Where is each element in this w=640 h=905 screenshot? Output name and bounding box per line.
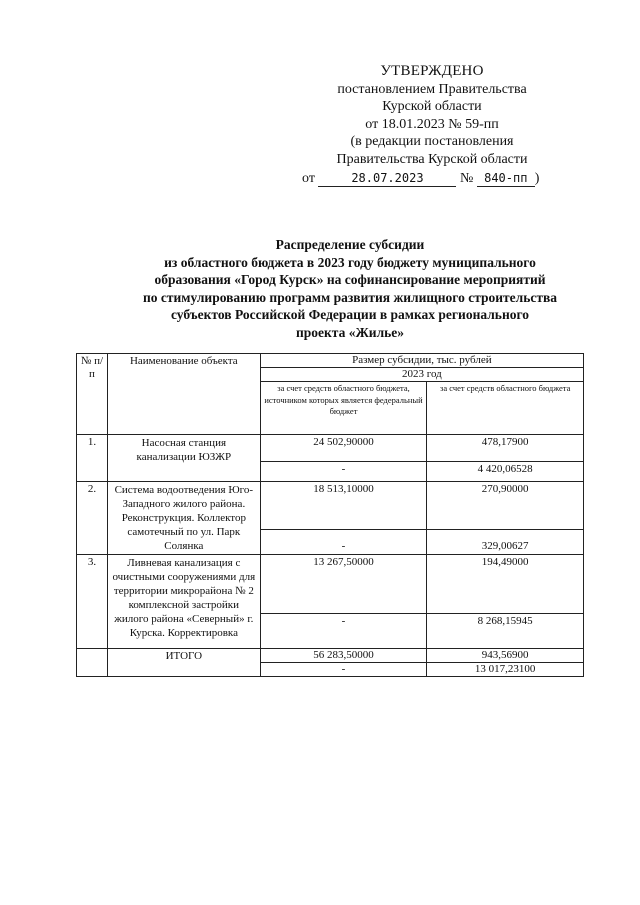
total-regional-amount: 943,56900 bbox=[427, 649, 584, 663]
header-amount: Размер субсидии, тыс. рублей bbox=[260, 354, 583, 368]
header-year: 2023 год bbox=[260, 368, 583, 382]
amendment-number: 840-пп bbox=[477, 171, 535, 187]
document-heading bbox=[80, 236, 620, 341]
row-federal-amount: 13 267,50000 bbox=[260, 555, 427, 614]
heading-line: из областного бюджета в 2023 году бюджету муниципального bbox=[164, 254, 536, 270]
close-paren: ) bbox=[534, 171, 540, 186]
row-federal-amount: 18 513,10000 bbox=[260, 482, 427, 530]
heading-line: Распределение субсидии bbox=[275, 237, 425, 252]
heading-line: субъектов Российской Федерации в рамках регионального bbox=[170, 307, 530, 322]
number-prefix: № bbox=[459, 171, 474, 186]
approval-title: УТВЕРЖДЕНО bbox=[380, 63, 484, 79]
row-name: Насосная станция канализации ЮЗЖР bbox=[107, 435, 260, 482]
total-label: ИТОГО bbox=[107, 649, 260, 677]
row-federal-amount: 24 502,90000 bbox=[260, 435, 427, 462]
row-number: 3. bbox=[77, 555, 108, 649]
date-prefix: от bbox=[302, 171, 315, 186]
row-regional-amount: 329,00627 bbox=[427, 529, 584, 554]
row-federal-amount: - bbox=[260, 614, 427, 649]
amendment-date-line bbox=[302, 170, 562, 188]
amendment-date: 28.07.2023 bbox=[318, 171, 456, 187]
row-regional-amount: 270,90000 bbox=[427, 482, 584, 530]
total-row bbox=[77, 649, 584, 663]
row-regional-amount: 194,49000 bbox=[427, 555, 584, 614]
heading-line: по стимулированию программ развития жилищного строительства bbox=[142, 289, 558, 305]
row-number: 2. bbox=[77, 482, 108, 555]
header-regional: за счет средств областного бюджета bbox=[427, 382, 584, 435]
approval-line: постановлением Правительства bbox=[337, 81, 527, 97]
total-federal-amount: 56 283,50000 bbox=[260, 649, 427, 663]
approval-line: (в редакции постановления bbox=[350, 134, 514, 149]
row-name: Система водоотведения Юго-Западного жилого района. Реконструкция. Коллектор самотечный по ул. Парк Солянка bbox=[107, 482, 260, 555]
table-row bbox=[77, 482, 584, 530]
header-name: Наименование объекта bbox=[107, 354, 260, 435]
heading-line: образования «Город Курск» на софинансирование мероприятий bbox=[154, 272, 546, 287]
approval-line: Курской области bbox=[382, 99, 482, 114]
header-federal: за счет средств областного бюджета, источником которых является федеральный бюджет bbox=[260, 382, 427, 435]
header-number: № п/п bbox=[77, 354, 108, 435]
row-federal-amount: - bbox=[260, 462, 427, 482]
approval-line: от 18.01.2023 № 59-пп bbox=[365, 116, 499, 132]
subsidy-table bbox=[76, 353, 584, 677]
table-row bbox=[77, 435, 584, 462]
row-regional-amount: 478,17900 bbox=[427, 435, 584, 462]
row-regional-amount: 8 268,15945 bbox=[427, 614, 584, 649]
heading-line: проекта «Жилье» bbox=[295, 324, 405, 340]
approval-stamp bbox=[302, 63, 562, 188]
total-number bbox=[77, 649, 108, 677]
row-name: Ливневая канализация с очистными сооружениями для территории микрорайона № 2 комплексной застройки жилого района «Северный» г. Курска. Корректировка bbox=[107, 555, 260, 649]
table-row bbox=[77, 555, 584, 614]
row-federal-amount: - bbox=[260, 529, 427, 554]
row-number: 1. bbox=[77, 435, 108, 482]
approval-line: Правительства Курской области bbox=[336, 151, 528, 167]
total-federal-amount: - bbox=[260, 663, 427, 677]
row-regional-amount: 4 420,06528 bbox=[427, 462, 584, 482]
total-regional-amount: 13 017,23100 bbox=[427, 663, 584, 677]
table-header-row bbox=[77, 354, 584, 368]
